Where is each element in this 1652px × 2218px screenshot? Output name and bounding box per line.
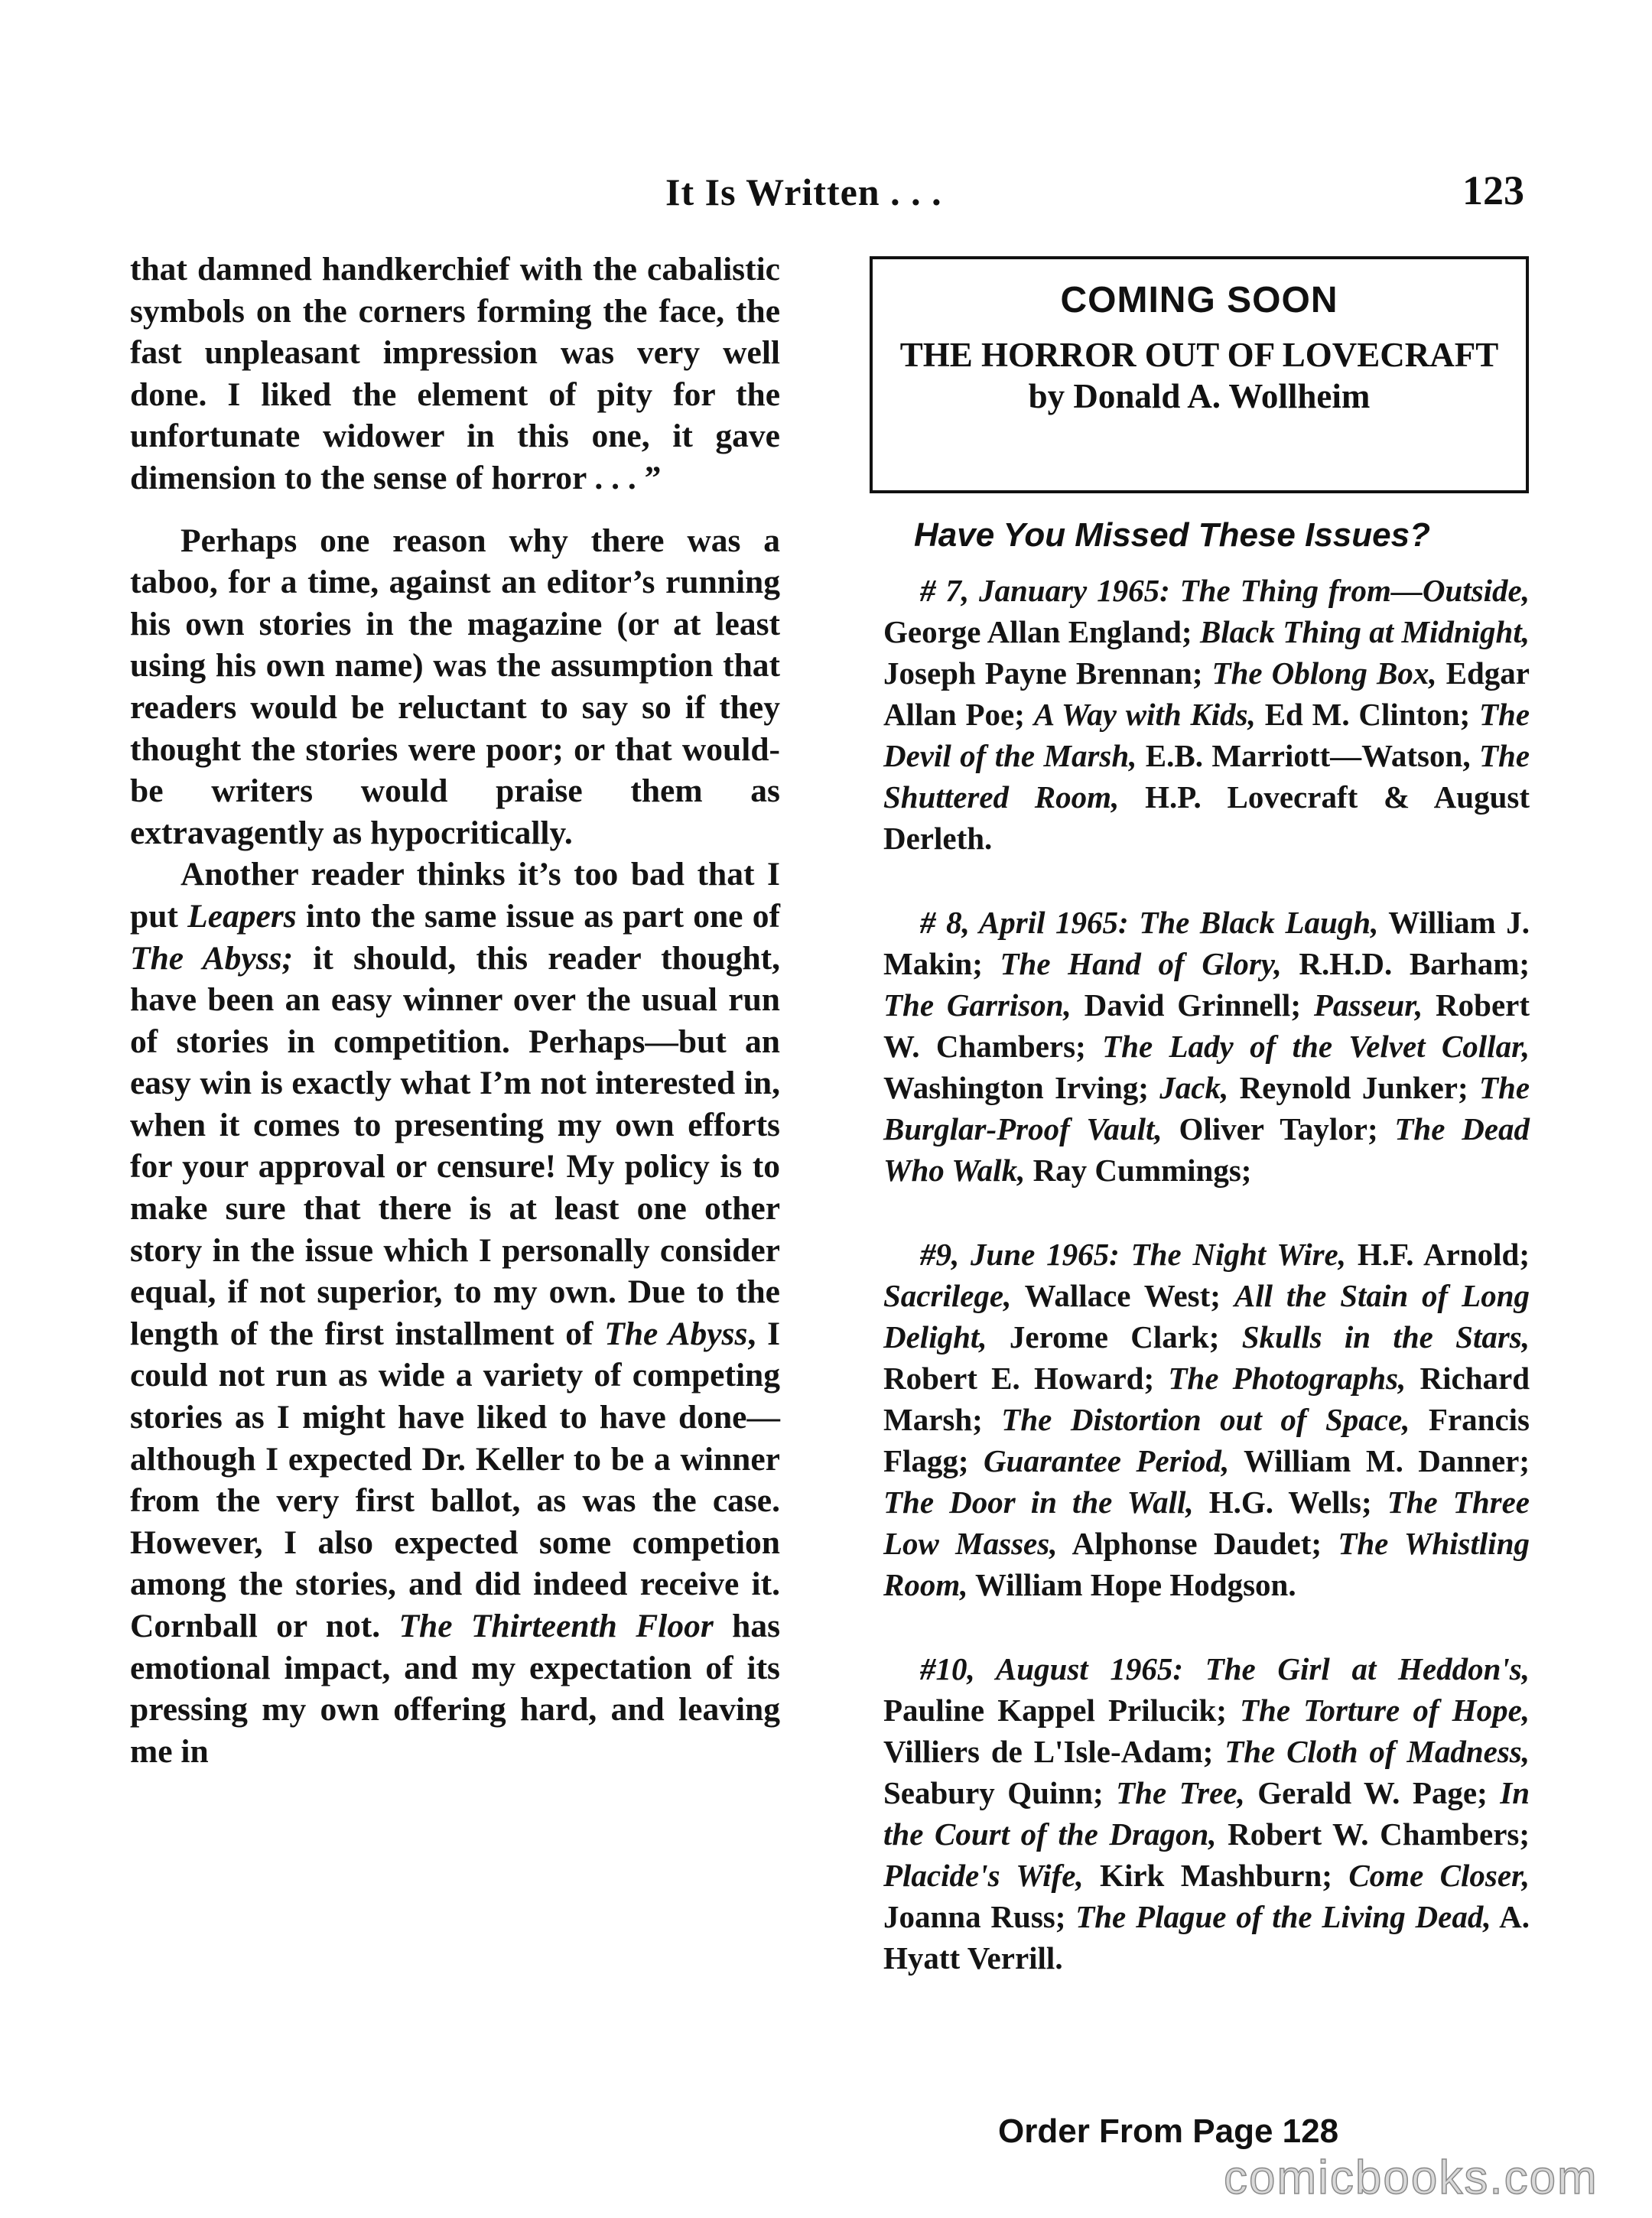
story-author: H.F. Arnold; — [1357, 1237, 1530, 1272]
watermark: comicbooks.com — [1224, 2151, 1598, 2204]
story-title: The Torture of Hope, — [1240, 1693, 1530, 1728]
story-author: Oliver Taylor; — [1179, 1111, 1378, 1146]
story-title: The Cloth of Madness, — [1224, 1734, 1530, 1769]
story-author: William J. Makin; — [883, 905, 1530, 981]
story-title: All the Stain of Long Delight, — [883, 1278, 1530, 1355]
story-author: Kirk Mashburn; — [1100, 1858, 1332, 1893]
story-title: The Burglar-Proof Vault, — [883, 1070, 1530, 1146]
story-title: The Shuttered Room, — [883, 738, 1530, 815]
story-author: A. Hyatt Verrill. — [883, 1899, 1530, 1976]
story-author: Joseph Payne Brennan; — [883, 655, 1203, 691]
text-run: Another reader thinks it’s too bad that I put — [130, 856, 780, 935]
coming-soon-byline: by Donald A. Wollheim — [1028, 377, 1371, 415]
story-title: The Three Low Masses, — [883, 1485, 1530, 1561]
story-title: A Way with Kids, — [1033, 697, 1256, 732]
story-title: In the Court of the Dragon, — [883, 1775, 1530, 1852]
story-title-thirteenth-floor: The Thirteenth Floor — [398, 1608, 714, 1644]
story-title: The Tree, — [1116, 1775, 1245, 1810]
story-title: The Black Laugh, — [1139, 905, 1379, 940]
story-author: H.G. Wells; — [1208, 1485, 1372, 1520]
story-title: The Night Wire, — [1130, 1237, 1346, 1272]
story-title-the-abyss: The Abyss; — [130, 939, 294, 977]
story-author: Ray Cummings; — [1032, 1153, 1252, 1188]
story-title: The Garrison, — [883, 987, 1072, 1023]
issue-header: # 7, January 1965: — [920, 573, 1170, 608]
story-author: Pauline Kappel Prilucik; — [883, 1693, 1227, 1728]
story-title: The Devil of the Marsh, — [883, 697, 1530, 773]
text-run: into the same issue as part one of — [296, 897, 780, 935]
story-title: The Photographs, — [1168, 1361, 1406, 1396]
story-author: George Allan England; — [883, 614, 1192, 649]
issue-header: #9, June 1965: — [920, 1237, 1120, 1272]
text-run: it should, this reader thought, have been an easy winner over the usual run of stories in competition. Perhaps—but an easy win is exactly what I’m not interested in, when it comes to presenting my own efforts for your approval or censure! My policy is to make sure that there is at least one other story in the issue which I personally consider equal, if not superior, to my own. Due to the length of the first installment of — [130, 939, 780, 1352]
story-author: David Grinnell; — [1084, 987, 1301, 1023]
story-author: Ed M. Clinton; — [1264, 697, 1471, 732]
coming-soon-title: THE HORROR OUT OF LOVECRAFT — [899, 336, 1499, 374]
story-author: Robert W. Chambers; — [1228, 1816, 1530, 1852]
issues-list — [883, 570, 1530, 2021]
issue-listing — [883, 1648, 1530, 1979]
story-author: Robert W. Chambers; — [883, 987, 1530, 1064]
story-author: Joanna Russ; — [883, 1899, 1066, 1934]
story-title: Passeur, — [1313, 987, 1423, 1023]
story-author: Edgar Allan Poe; — [883, 655, 1530, 732]
page-number: 123 — [1462, 167, 1524, 213]
story-author: Reynold Junker; — [1239, 1070, 1468, 1105]
missed-issues-heading: Have You Missed These Issues? — [914, 516, 1430, 554]
story-title: The Thing from—Outside, — [1179, 573, 1530, 608]
story-title: Come Closer, — [1348, 1858, 1530, 1893]
issue-listing — [883, 570, 1530, 859]
text-run: , I could not run as wide a variety of competing stories as I might have liked to have done—although I expected Dr. Keller to be a winner from the very first ballot, as was the case. However, I also expected some competion among the stories, and did indeed receive it. Cornball or not. — [130, 1315, 780, 1644]
issue-listing — [883, 902, 1530, 1191]
issue-header: #10, August 1965: — [920, 1651, 1184, 1686]
story-title: Sacrilege, — [883, 1278, 1012, 1313]
story-author: Villiers de L'Isle-Adam; — [883, 1734, 1214, 1769]
story-author: William M. Danner; — [1243, 1443, 1530, 1478]
story-author: William Hope Hodgson. — [975, 1567, 1296, 1602]
story-author: H.P. Lovecraft & August Derleth. — [883, 779, 1530, 856]
story-title: The Girl at Heddon's, — [1205, 1651, 1530, 1686]
story-title: The Oblong Box, — [1211, 655, 1437, 691]
story-title-leapers: Leapers — [187, 897, 297, 935]
story-title: The Plague of the Living Dead, — [1075, 1899, 1491, 1934]
story-author: E.B. Marriott—Watson, — [1145, 738, 1471, 773]
order-line: Order From Page 128 — [998, 2112, 1339, 2150]
story-title: Jack, — [1159, 1070, 1229, 1105]
story-title: The Distortion out of Space, — [1001, 1402, 1410, 1437]
story-author: Jerome Clark; — [1009, 1319, 1220, 1355]
story-title: The Dead Who Walk, — [883, 1111, 1530, 1188]
story-title-the-abyss: The Abyss — [604, 1315, 748, 1352]
paragraph-2: Perhaps one reason why there was a taboo, for a time, against an editor’s running his own stories in the magazine (or at least using his own name) was the assumption that readers would be reluctant to say so if they thought the stories were poor; or that would-be writers would praise them as extravagently as hypocritically. — [130, 522, 780, 851]
paragraph-1: that damned handkerchief with the cabalistic symbols on the corners forming the face, the fast unpleasant impression was very well done. I liked the element of pity for the unfortunate widower in this one, it gave dimension to the sense of horror . . . ” — [130, 251, 780, 496]
issue-listing — [883, 1234, 1530, 1605]
story-title: Placide's Wife, — [883, 1858, 1084, 1893]
story-author: Washington Irving; — [883, 1070, 1149, 1105]
story-title: The Hand of Glory, — [1000, 946, 1282, 981]
story-title: The Lady of the Velvet Collar, — [1102, 1029, 1530, 1064]
text-run: has emotional impact, and my expectation of its pressing my own offering hard, and leaving me in — [130, 1608, 781, 1770]
coming-soon-box — [870, 256, 1529, 493]
story-author: R.H.D. Barham; — [1299, 946, 1530, 981]
story-author: Seabury Quinn; — [883, 1775, 1104, 1810]
coming-soon-label: COMING SOON — [1060, 280, 1338, 320]
issue-header: # 8, April 1965: — [920, 905, 1129, 940]
story-author: Richard Marsh; — [883, 1361, 1530, 1437]
story-title: The Door in the Wall, — [883, 1485, 1194, 1520]
story-title: Black Thing at Midnight, — [1199, 614, 1530, 649]
editorial-column — [130, 249, 780, 1772]
paragraph-3 — [130, 854, 780, 1772]
story-title: The Whistling Room, — [883, 1526, 1530, 1602]
story-author: Wallace West; — [1024, 1278, 1221, 1313]
story-title: Skulls in the Stars, — [1241, 1319, 1530, 1355]
story-author: Francis Flagg; — [883, 1402, 1530, 1478]
story-title: Guarantee Period, — [984, 1443, 1230, 1478]
story-author: Alphonse Daudet; — [1072, 1526, 1322, 1561]
running-head: It Is Written . . . — [665, 171, 942, 213]
story-author: Gerald W. Page; — [1257, 1775, 1488, 1810]
story-author: Robert E. Howard; — [883, 1361, 1155, 1396]
